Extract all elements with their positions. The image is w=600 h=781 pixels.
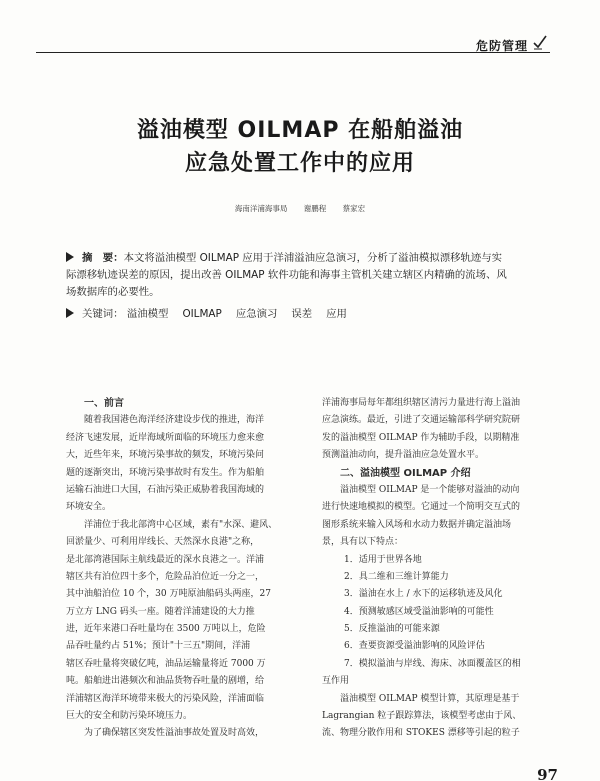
triangle-bullet-icon <box>66 308 74 318</box>
body-text-line: 预测溢油动向，提升溢油应急处置水平。 <box>322 450 485 461</box>
abstract-label: 摘 要： <box>82 252 124 264</box>
body-text-line: 运输石油进口大国，石油污染正威胁着我国海域的 <box>66 484 265 495</box>
abstract-text: 本文将溢油模型 OILMAP 应用于洋浦溢油应急演习，分析了溢油模拟漂移轨迹与实 <box>123 252 503 264</box>
authors <box>0 203 600 214</box>
keyword-list <box>127 308 361 320</box>
body-text-line: 溢油模型 OILMAP 是一个能够对溢油的动向 <box>340 484 520 495</box>
keyword: 溢油模型 <box>126 308 169 320</box>
triangle-bullet-icon <box>66 252 74 262</box>
body-text-line: 回淤量少、可利用岸线长、天然深水良港"之称， <box>66 537 260 548</box>
body-text-line: 1．适用于世界各地 <box>344 554 422 565</box>
body-text-line: 吨。船舶进出港频次和油品货物吞吐量的剧增，给 <box>66 676 265 687</box>
article-title-line-1: 溢油模型 OILMAP 在船舶溢油 <box>136 118 464 143</box>
header-rule <box>36 52 550 53</box>
right-column <box>322 395 550 743</box>
body-text-line: 5．反推溢油的可能来源 <box>344 624 440 635</box>
body-text-line: 互作用 <box>322 676 350 687</box>
body-text-line: 4．预测敏感区域受溢油影响的可能性 <box>344 606 494 617</box>
keyword: 应急演习 <box>235 308 278 320</box>
section-label: 危防管理 <box>475 39 528 53</box>
keyword: OILMAP <box>182 308 222 320</box>
body-text-line: Lagrangian 粒子跟踪算法，该模型考虑由于风、 <box>322 711 522 722</box>
keywords <box>66 305 554 320</box>
body-text-line: 洋浦位于我北部湾中心区域，素有"水深、避风、 <box>84 519 278 530</box>
body-text-line: 进，近年来港口吞吐量均在 3500 万吨以上，危险 <box>66 624 266 635</box>
abstract-text: 际漂移轨迹误差的原因，提出改善 OILMAP 软件功能和海事主管机关建立辖区内精确的流场、风 <box>66 269 507 281</box>
checkmark-icon <box>532 34 548 50</box>
body-text-line: 万立方 LNG 码头一座。随着洋浦建设的大力推 <box>66 606 255 617</box>
body-text-line: 经济飞速发展，近岸海域所面临的环境压力愈来愈 <box>66 432 265 443</box>
author-name: 蔡家宏 <box>342 204 366 213</box>
keywords-label: 关键词： <box>82 308 124 320</box>
body-text-line: 3．溢油在水上 / 水下的运移轨迹及风化 <box>344 589 503 600</box>
body-text-line: 辖区吞吐量将突破亿吨，油品运输量将近 7000 万 <box>66 658 266 669</box>
section-heading: 二、溢油模型 OILMAP 介绍 <box>340 467 471 479</box>
author-name: 谢鹏程 <box>303 204 327 213</box>
body-text-line: 图形系统来输入风场和水动力数据并确定溢油场 <box>322 519 512 530</box>
keyword: 误差 <box>291 308 313 320</box>
body-text-line: 发的溢油模型 OILMAP 作为辅助手段，以期精准 <box>322 432 520 443</box>
body-text-line: 洋浦海事局每年都组织辖区清污力量进行海上溢油 <box>322 398 521 408</box>
body-text-line: 景，具有以下特点： <box>322 537 404 548</box>
section-heading: 一、前言 <box>84 398 124 409</box>
body-text-line: 是北部湾港国际主航线最近的深水良港之一。洋浦 <box>66 554 265 565</box>
body-text-line: 洋浦辖区海洋环境带来极大的污染风险，洋浦面临 <box>66 693 265 704</box>
page-number: 97 <box>537 766 558 781</box>
body-text-line: 6．查要资源受溢油影响的风险评估 <box>344 641 485 652</box>
body-text-line: 品吞吐量约占 51%；预计"十三五"期间，洋浦 <box>66 641 251 652</box>
keyword: 应用 <box>326 308 347 320</box>
body-text-line: 为了确保辖区突发性溢油事故处置及时高效， <box>84 728 265 739</box>
left-column <box>66 395 302 743</box>
body-text-line: 其中油船泊位 10 个，30 万吨原油船码头两座，27 <box>66 589 271 600</box>
page-header <box>0 0 600 56</box>
body-text-line: 7．模拟溢油与岸线、海床、冰面覆盖区的相 <box>344 658 521 669</box>
abstract-text: 场数据库的必要性。 <box>66 286 160 298</box>
body-text-line: 溢油模型 OILMAP 模型计算，其原理是基于 <box>340 693 520 704</box>
body-text-line: 环境安全。 <box>66 502 112 513</box>
article-title-line-2: 应急处置工作中的应用 <box>184 151 415 176</box>
body-text-line: 流、物理分散作用和 STOKES 漂移等引起的粒子 <box>322 728 520 739</box>
body-text-line: 随着我国港色海洋经济建设步伐的推进，海洋 <box>84 415 265 426</box>
abstract <box>66 250 554 301</box>
author-affiliation: 海南洋浦海事局 <box>234 204 288 213</box>
body-text-line: 应急演练。最近，引进了交通运输部科学研究院研 <box>322 415 521 426</box>
body-text-line: 进行快速地模拟的模型。它通过一个简明交互式的 <box>322 502 521 513</box>
body-text-line: 巨大的安全和防污染环境压力。 <box>66 711 193 722</box>
body-text-line: 2．具二维和三维计算能力 <box>344 571 449 582</box>
body-text-line: 大，近些年来，环境污染事故的频发，环境污染问 <box>66 450 265 461</box>
body-text-line: 辖区共有泊位四十多个，危险品泊位近一分之一， <box>66 571 265 582</box>
body-text-line: 题的逐渐突出，环境污染事故时有发生。作为船舶 <box>66 467 265 478</box>
